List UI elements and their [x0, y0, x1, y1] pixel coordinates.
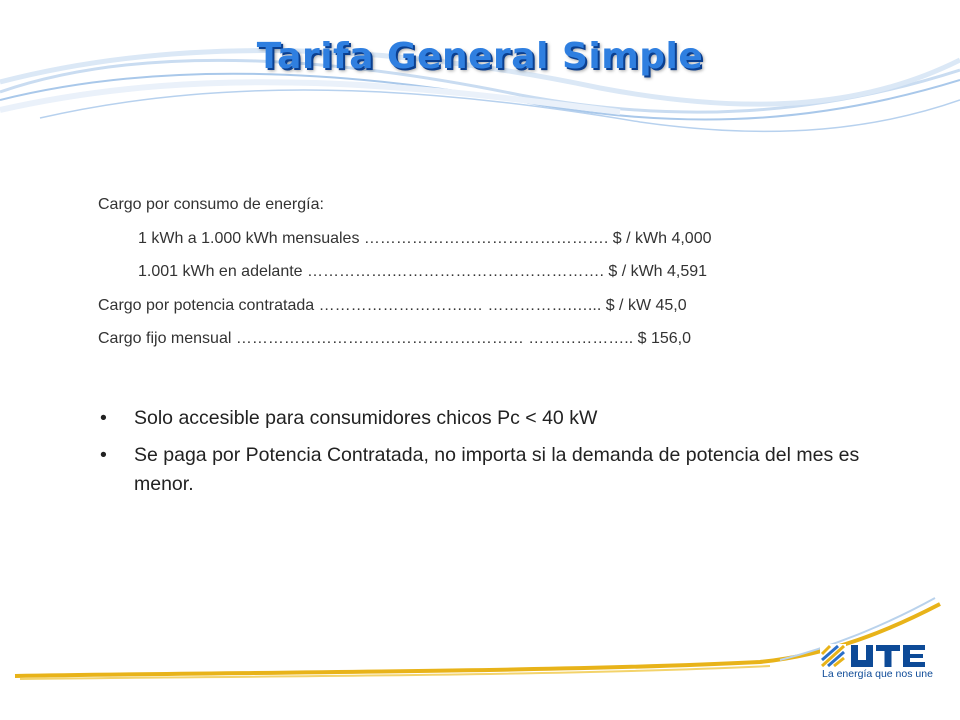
bullet-marker: • — [100, 444, 107, 466]
footer-swoosh-decoration — [0, 590, 960, 720]
rates-table — [98, 188, 798, 356]
slide-title: Tarifa General Simple — [256, 36, 704, 77]
rate-line-power-charge: Cargo por potencia contratada ……………………….… …………….…... $ / kW 45,0 — [98, 296, 687, 314]
bullet-text: Solo accesible para consumidores chicos Pc < 40 kW — [134, 407, 598, 429]
rate-line-fixed-charge: Cargo fijo mensual ……………………………………………… ……………….. $ 156,0 — [98, 330, 692, 347]
bullet-text: Se paga por Potencia Contratada, no importa si la demanda de potencia del mes es menor. — [134, 444, 860, 495]
rate-line-energy-tier-2: 1.001 kWh en adelante …………….…………………………………. $ / kWh 4,591 — [138, 263, 708, 280]
rate-line-energy-tier-1: 1 kWh a 1.000 kWh mensuales ………………………………………. $ / kWh 4,000 — [138, 229, 712, 247]
bullet-item — [100, 441, 890, 499]
bullet-item — [100, 404, 890, 433]
header-swoosh-decoration — [0, 0, 960, 170]
bullet-list — [100, 404, 890, 507]
bullet-marker: • — [100, 407, 107, 429]
logo-tagline: La energía que nos une — [822, 668, 933, 680]
rate-line-energy-header: Cargo por consumo de energía: — [98, 196, 324, 213]
